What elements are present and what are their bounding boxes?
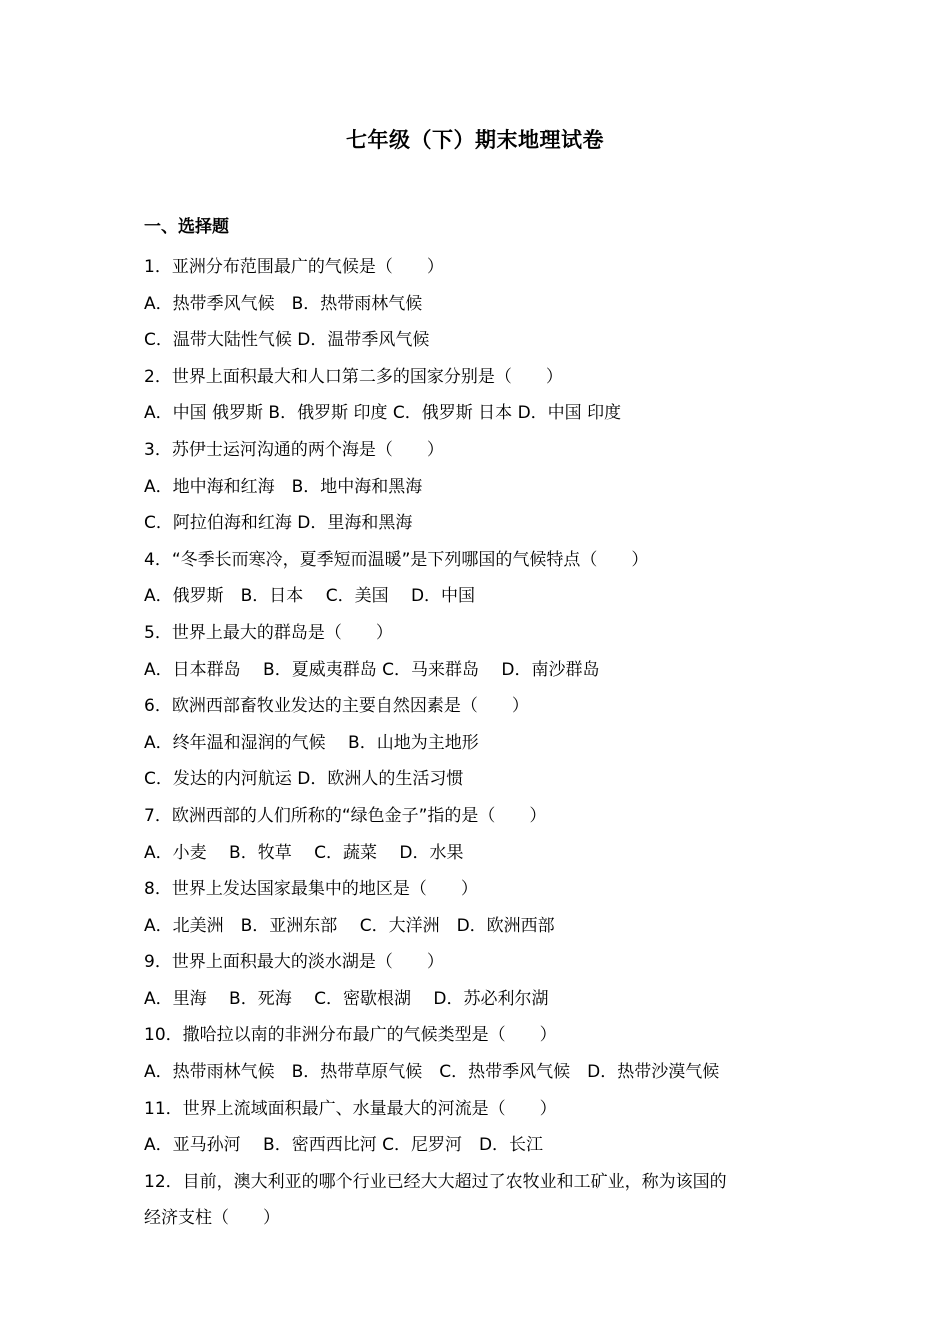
question-stem: 12．目前，澳大利亚的哪个行业已经大大超过了农牧业和工矿业，称为该国的	[144, 1171, 727, 1192]
document-title: 七年级（下）期末地理试卷	[346, 128, 604, 152]
answer-options: A．热带雨林气候 B．热带草原气候 C．热带季风气候 D．热带沙漠气候	[144, 1062, 720, 1083]
question-stem: 2．世界上面积最大和人口第二多的国家分别是（ ）	[144, 366, 563, 387]
answer-options: A．亚马孙河 B．密西西比河 C．尼罗河 D．长江	[144, 1135, 544, 1156]
answer-options: A．中国 俄罗斯 B．俄罗斯 印度 C．俄罗斯 日本 D．中国 印度	[144, 403, 622, 424]
question-list	[144, 213, 814, 1237]
answer-options: A．俄罗斯 B．日本 C．美国 D．中国	[144, 586, 476, 607]
answer-options: A．地中海和红海 B．地中海和黑海	[144, 476, 423, 497]
question-stem: 6．欧洲西部畜牧业发达的主要自然因素是（ ）	[144, 696, 529, 717]
answer-options: A．终年温和湿润的气候 B．山地为主地形	[144, 732, 479, 753]
answer-options: A．热带季风气候 B．热带雨林气候	[144, 293, 423, 314]
question-stem: 11．世界上流域面积最广、水量最大的河流是（ ）	[144, 1098, 557, 1119]
question-stem: 8．世界上发达国家最集中的地区是（ ）	[144, 879, 478, 900]
answer-options: C．温带大陆性气候 D．温带季风气候	[144, 330, 430, 351]
question-stem: 9．世界上面积最大的淡水湖是（ ）	[144, 952, 444, 973]
answer-options: A．小麦 B．牧草 C．蔬菜 D．水果	[144, 842, 464, 863]
question-stem: 1．亚洲分布范围最广的气候是（ ）	[144, 257, 444, 277]
question-stem: 3．苏伊士运河沟通的两个海是（ ）	[144, 439, 444, 460]
question-stem: 7．欧洲西部的人们所称的“绿色金子”指的是（ ）	[144, 805, 547, 826]
question-stem-continued: 经济支柱（ ）	[144, 1208, 280, 1229]
section-heading: 一、选择题	[144, 217, 229, 237]
answer-options: A．日本群岛 B．夏威夷群岛 C．马来群岛 D．南沙群岛	[144, 659, 600, 680]
answer-options: A．北美洲 B．亚洲东部 C．大洋洲 D．欧洲西部	[144, 915, 555, 936]
answer-options: C．发达的内河航运 D．欧洲人的生活习惯	[144, 769, 464, 790]
question-stem: 4．“冬季长而寒冷，夏季短而温暖”是下列哪国的气候特点（ ）	[144, 549, 649, 570]
question-stem: 5．世界上最大的群岛是（ ）	[144, 622, 393, 643]
answer-options: C．阿拉伯海和红海 D．里海和黑海	[144, 513, 413, 534]
question-stem: 10．撒哈拉以南的非洲分布最广的气候类型是（ ）	[144, 1025, 557, 1046]
answer-options: A．里海 B．死海 C．密歇根湖 D．苏必利尔湖	[144, 988, 549, 1009]
